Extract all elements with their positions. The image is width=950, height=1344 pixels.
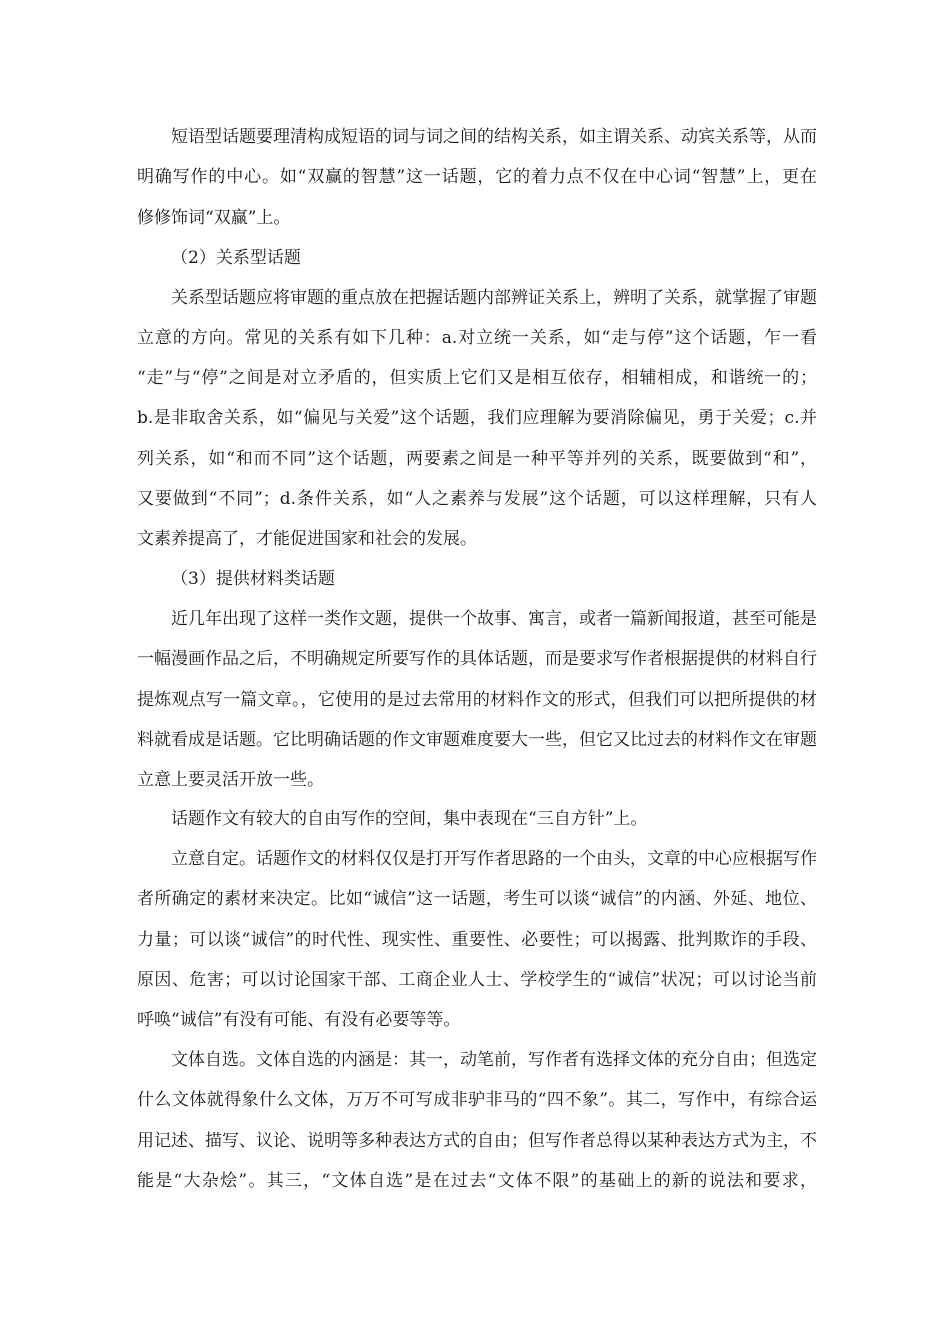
section-heading: （3）提供材料类话题	[171, 569, 335, 589]
paragraph-line: 呼唤“诚信”有没有可能、有没有必要等等。	[137, 1010, 461, 1030]
paragraph-line: 能是“大杂烩”。其三，“文体自选”是在过去“文体不限”的基础上的新的说法和要求，	[137, 1171, 817, 1191]
paragraph-line: b.是非取舍关系，如“偏见与关爱”这个话题，我们应理解为要消除偏见，勇于关爱；c.并	[137, 408, 817, 428]
paragraph-line: 一幅漫画作品之后，不明确规定所要写作的具体话题，而是要求写作者根据提供的材料自行	[137, 649, 817, 669]
paragraph-line: 提炼观点写一篇文章。，它使用的是过去常用的材料作文的形式，但我们可以把所提供的材	[137, 690, 817, 710]
paragraph-line: 列关系，如“和而不同”这个话题，两要素之间是一种平等并列的关系，既要做到“和”，	[137, 449, 817, 469]
paragraph-line: 近几年出现了这样一类作文题，提供一个故事、寓言，或者一篇新闻报道，甚至可能是	[171, 609, 817, 629]
section-heading: （2）关系型话题	[171, 248, 301, 268]
paragraph-line: 料就看成是话题。它比明确话题的作文审题难度要大一些，但它又比过去的材料作文在审题	[137, 730, 817, 750]
paragraph-line: 立意上要灵活开放一些。	[137, 770, 324, 790]
paragraph-line: 关系型话题应将审题的重点放在把握话题内部辨证关系上，辨明了关系，就掌握了审题	[171, 288, 817, 308]
paragraph-line: 什么文体就得象什么文体，万万不可写成非驴非马的“四不象”。其二，写作中，有综合运	[137, 1090, 817, 1110]
paragraph-line: 立意自定。话题作文的材料仅仅是打开写作者思路的一个由头，文章的中心应根据写作	[171, 849, 817, 869]
paragraph-line: 者所确定的素材来决定。比如“诚信”这一话题，考生可以谈“诚信”的内涵、外延、地位、	[137, 889, 817, 909]
paragraph-line: “走”与“停”之间是对立矛盾的，但实质上它们又是相互依存，相辅相成，和谐统一的；	[137, 368, 817, 388]
paragraph-line: 力量；可以谈“诚信”的时代性、现实性、重要性、必要性；可以揭露、批判欺诈的手段、	[137, 930, 817, 950]
paragraph-line: 用记述、描写、议论、说明等多种表达方式的自由；但写作者总得以某种表达方式为主，不	[137, 1131, 817, 1151]
paragraph-line: 又要做到“不同”；d.条件关系，如“人之素养与发展”这个话题，可以这样理解，只有人	[137, 489, 817, 509]
paragraph-line: 短语型话题要理清构成短语的词与词之间的结构关系，如主谓关系、动宾关系等，从而	[171, 127, 817, 147]
paragraph-line: 文素养提高了，才能促进国家和社会的发展。	[137, 529, 477, 549]
paragraph-line: 明确写作的中心。如“双赢的智慧”这一话题，它的着力点不仅在中心词“智慧”上，更在	[137, 167, 817, 187]
paragraph-line: 修修饰词“双赢”上。	[137, 208, 291, 228]
paragraph-line: 话题作文有较大的自由写作的空间，集中表现在“三自方针”上。	[171, 809, 648, 829]
paragraph-line: 立意的方向。常见的关系有如下几种：a.对立统一关系，如“走与停”这个话题，乍一看	[137, 328, 817, 348]
paragraph-line: 文体自选。文体自选的内涵是：其一，动笔前，写作者有选择文体的充分自由；但选定	[171, 1050, 817, 1070]
paragraph-line: 原因、危害；可以讨论国家干部、工商企业人士、学校学生的“诚信”状况；可以讨论当前	[137, 970, 817, 990]
